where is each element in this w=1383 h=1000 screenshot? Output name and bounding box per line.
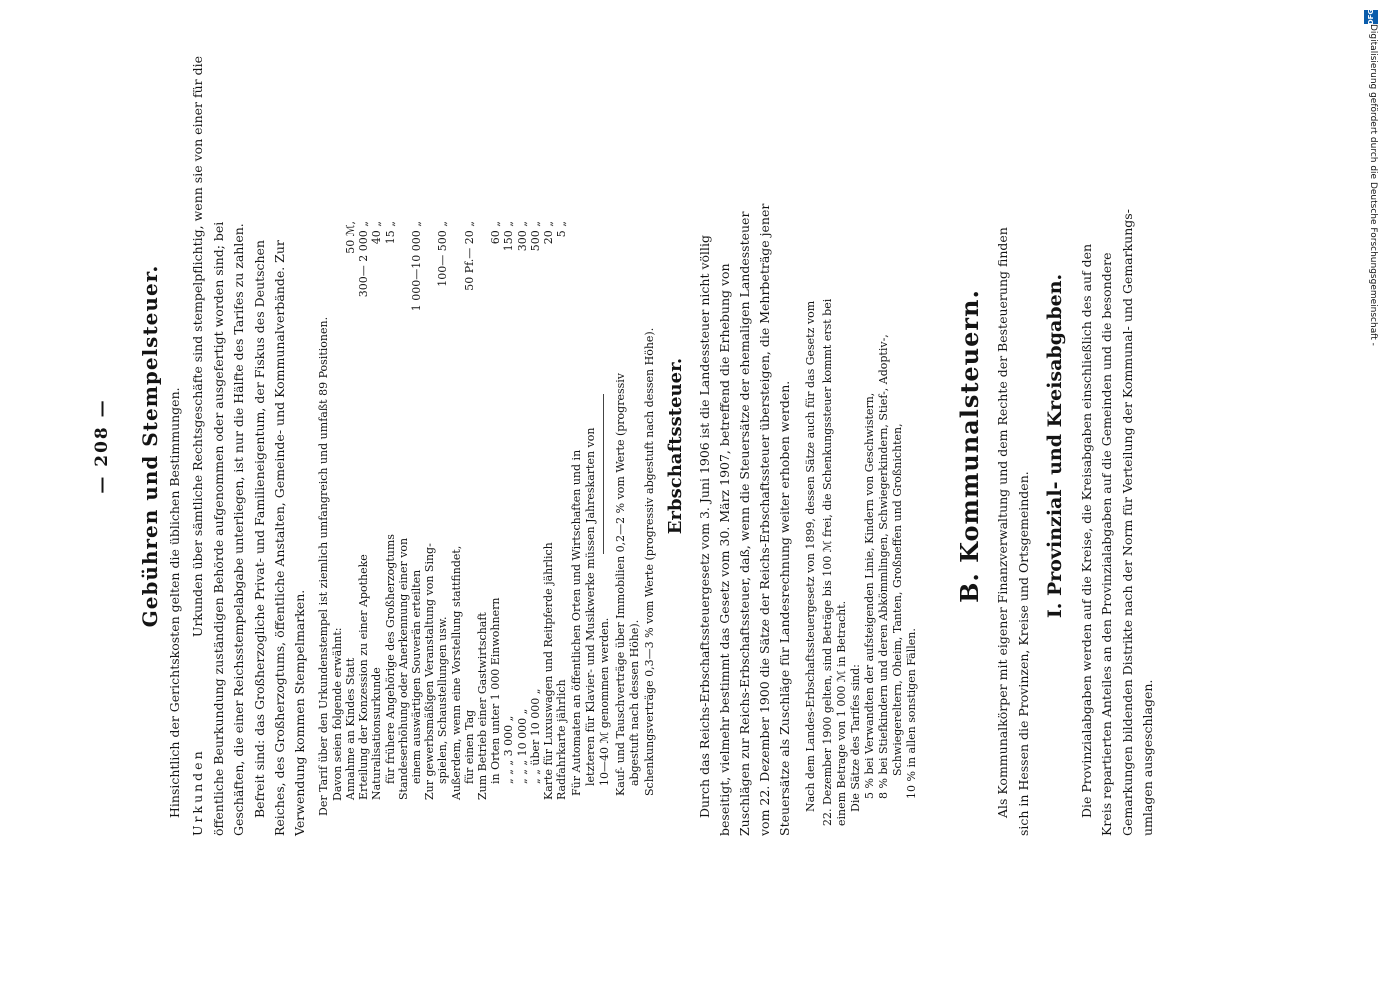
section-title-stempel: Gebühren und Stempelsteuer. (138, 264, 162, 628)
kommunal-p1-line2: sich in Hessen die Provinzen, Kreise und Ortsgemeinden. (1016, 471, 1031, 836)
tarif-item-label: für einen Tag (462, 709, 476, 784)
stempel-p3-line1: Befreit sind: das Großherzogliche Privat- und Familieneigentum, der Fiskus des Deutschen (252, 240, 267, 818)
kommunal-p2-line2: Kreis repartierten Anteiles an den Provinzialabgaben auf die Gemeinden und die besondere (1099, 252, 1114, 836)
rate-8: 8 % bei Stiefkindern und deren Abkömmlingen, Schwiegerkindern, Stief-, Adoptiv-, (877, 334, 890, 799)
stempel-p3-line2: Reiches, des Großherzogtums, öffentliche Anstalten, Gemeinde- und Kommunalverbände. Zur (272, 240, 287, 836)
kommunal-p1-line1: Als Kommunalkörper mit eigener Finanzverwaltung und dem Rechte der Besteuerung finden (995, 227, 1010, 818)
tarif-item-label: „ „ „ 3 000 „ (502, 715, 516, 784)
stempel-p1: Hinsichtlich der Gerichtskosten gelten die üblichen Bestimmungen. (167, 387, 182, 818)
erbschaft-p1-line3: Zuschlägen zur Reichs-Erbschaftssteuer, daß, wenn die Steuersätze der ehemaligen Landessteuer (737, 211, 752, 836)
rate-10: 10 % in allen sonstigen Fällen. (905, 628, 918, 799)
tarif-item-label: „ „ über 10 000 „ (528, 688, 542, 784)
erbschaft-p1-line5: Steuersätze als Zuschläge für Landesrechnung weiter erhoben werden. (777, 380, 792, 836)
stempel-p2-line2: öffentliche Beurkundung zuständigen Behörde aufgenommen oder ausgefertigt worden sind; bei (211, 221, 226, 836)
tarif-item-value: 1 000—10 000 „ (410, 221, 423, 312)
kauf-line2: abgestuft nach dessen Höhe). (628, 619, 641, 786)
automaten-line2: letzteren für Klavier- und Musikwerke müssen Jahreskarten von (584, 427, 597, 786)
tarif-item-value: 60 „ (489, 221, 503, 245)
automaten-line3: 10—40 ℳ genommen werden. (598, 617, 611, 786)
rate-8-cont: Schwiegereltern, Oheim, Tanten, Großneffen und Großnichten, (891, 423, 904, 776)
divider-rule (603, 394, 604, 554)
erbschaft-p2-line1: Nach dem Landes-Erbschaftssteuergesetz von 1899, dessen Sätze auch für das Gesetz vom (804, 300, 817, 812)
stempel-p2-line1 (192, 56, 205, 836)
tarif-item-label: in Orten unter 1 000 Einwohnern (489, 597, 503, 784)
spaced-word: Urkunden (190, 748, 205, 836)
tarif-item-value: 500 „ (528, 221, 542, 252)
tarif-item-label: Außerdem, wenn eine Vorstellung stattfindet, (449, 545, 463, 800)
rate-5: 5 % bei Verwandten der aufsteigenden Linie, Kindern von Geschwistern, (863, 392, 876, 799)
stempel-p2-line3: Geschäften, die einer Reichsstempelabgabe unterliegen, ist nur die Hälfte des Tarifes zu zahlen. (231, 223, 246, 836)
tarif-item-label: spielen, Schaustellungen usw. (436, 616, 450, 784)
tarif-item-value: 100— 500 „ (436, 221, 450, 287)
digitization-credit: Digitalisierung gefördert durch die Deutsche Forschungsgemeinschaft - (1368, 24, 1378, 346)
tarif-item-label: für frühere Angehörige des Großherzogtums (383, 534, 397, 784)
erbschaft-p1-line2: beseitigt, vielmehr bestimmt das Gesetz vom 30. März 1907, betreffend die Erhebung von (717, 263, 732, 836)
tarif-item-label: Radfahrkarte jährlich (555, 679, 569, 800)
tarif-item-value: 300 „ (515, 221, 529, 252)
dfg-logo (1364, 10, 1378, 24)
dfg-logo-text: DFG (1367, 8, 1375, 26)
erbschaft-p1-line4: vom 22. Dezember 1900 die Sätze der Reichs-Erbschaftssteuer übersteigen, die Mehrbeträge jener (757, 203, 772, 836)
tarif-item-label: einem auswärtigen Souverän erteilten (410, 569, 423, 784)
stempel-p2a: Urkunden über sämtliche Rechtsgeschäfte sind stempelpflichtig, wenn sie von einer für die (190, 56, 205, 638)
automaten-line1: Für Automaten an öffentlichen Orten und Wirtschaften und in (570, 449, 583, 796)
tarif-item-value: 300— 2 000 „ (357, 221, 371, 298)
tarif-item-value: 40 „ (370, 221, 384, 245)
tarif-item-label: Zum Betrieb einer Gastwirtschaft (476, 612, 489, 800)
tarif-item-value: 20 „ (542, 221, 555, 245)
erbschaft-p1-line1: Durch das Reichs-Erbschaftssteuergesetz vom 3. Juni 1906 ist die Landessteuer nicht völlig (697, 234, 712, 818)
tarif-item-value: 50 ℳ, (344, 221, 357, 254)
rotated-page (91, 56, 1241, 836)
kommunal-p2-line4: umlagen ausgeschlagen. (1140, 679, 1155, 836)
kauf-line1: Kauf- und Tauschverträge über Immobilien 0,2—2 % vom Werte (progressiv (614, 372, 627, 796)
tarif-item-label: Standeserhöhung oder Anerkennung einer von (396, 537, 410, 800)
tarif-item-label: Karte für Luxuswagen und Reitpferde jährlich (542, 542, 555, 800)
kommunal-p2-line3: Gemarkungen bildenden Distrikte nach der Norm für Verteilung der Kommunal- und Gemarkungs- (1120, 209, 1135, 836)
tarif-intro: Der Tarif über den Urkundenstempel ist ziemlich umfangreich und umfaßt 89 Positionen. (317, 316, 330, 816)
section-title-erbschaft: Erbschaftssteuer. (665, 357, 686, 535)
tarif-item-label: Naturalisationsurkunde (370, 667, 384, 800)
subsection-title-provinzial: I. Provinzial- und Kreisabgaben. (1044, 273, 1066, 619)
tarif-item-label: Zur gewerbsmäßigen Veranstaltung von Sing- (423, 543, 437, 800)
erbschaft-p2-line2: 22. Dezember 1900 gelten, sind Beträge bis 100 ℳ frei, die Schenkungssteuer kommt erst bei (821, 298, 834, 826)
tarif-item-label: Annahme an Kindes Statt (344, 657, 357, 800)
tarif-item-value: 15 „ (383, 221, 397, 245)
tarif-item-label: „ „ „ 10 000 „ (515, 708, 529, 784)
tarif-item-value: 50 Pf.— 20 „ (462, 221, 476, 291)
erbschaft-p3: Die Sätze des Tarifes sind: (849, 664, 862, 812)
schenkung-line: Schenkungsverträge 0,3—3 % vom Werte (progressiv abgestuft nach dessen Höhe). (643, 327, 656, 796)
tarif-item-value: 5 „ (555, 221, 569, 238)
tarif-item-label: Erteilung der Konzession zu einer Apotheke (357, 554, 371, 800)
erbschaft-p2-line3: einem Betrage von 1 000 ℳ in Betracht. (835, 600, 848, 826)
kommunal-p2-line1: Die Provinzialabgaben werden auf die Kreise, die Kreisabgaben einschließlich des auf den (1079, 243, 1094, 818)
tarif-item-value: 150 „ (502, 221, 516, 252)
section-title-kommunal: B. Kommunalsteuern. (955, 289, 984, 603)
stempel-p3-line3: Verwendung kommen Stempelmarken. (292, 589, 307, 836)
tarif-intro2: Davon seien folgende erwähnt: (331, 627, 344, 801)
page-number: — 208 — (92, 398, 112, 494)
